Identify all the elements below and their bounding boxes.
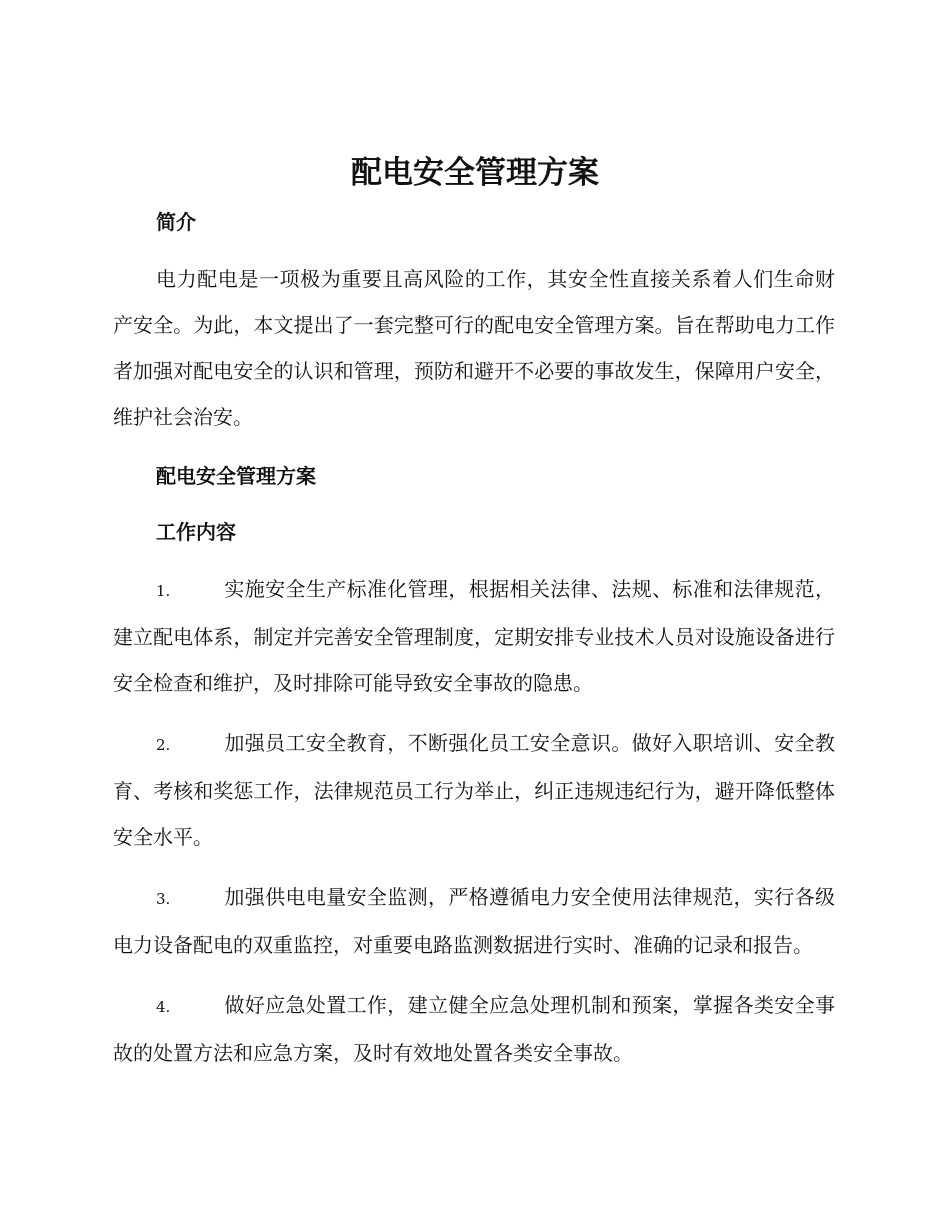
list-item: [113, 982, 835, 1076]
list-item-text: 加强供电电量安全监测，严格遵循电力安全使用法律规范，实行各级电力设备配电的双重监控，对重要电路监测数据进行实时、准确的记录和报告。: [113, 885, 835, 957]
list-item: [113, 566, 835, 706]
list-item-number: 4.: [156, 998, 171, 1016]
list-item-text: 加强员工安全教育，不断强化员工安全意识。做好入职培训、安全教育、考核和奖惩工作，法律规范员工行为举止，纠正违规违纪行为，避开降低整体安全水平。: [113, 731, 835, 849]
list-item-number: 1.: [156, 582, 171, 600]
document-body: [113, 200, 835, 1076]
list-item: [113, 720, 835, 860]
list-item-number: 3.: [156, 890, 171, 908]
document-title: 配电安全管理方案: [351, 155, 599, 191]
list-item: [113, 874, 835, 968]
section-heading-work: 工作内容: [156, 520, 236, 544]
intro-paragraph: 电力配电是一项极为重要且高风险的工作，其安全性直接关系着人们生命财产安全。为此，本文提出了一套完整可行的配电安全管理方案。旨在帮助电力工作者加强对配电安全的认识和管理，预防和避开不必要的事故发生，保障用户安全，维护社会治安。: [113, 267, 835, 429]
section-heading-intro: 简介: [156, 210, 196, 234]
section-heading-plan: 配电安全管理方案: [156, 464, 316, 488]
list-item-text: 实施安全生产标准化管理，根据相关法律、法规、标准和法律规范，建立配电体系，制定并完善安全管理制度，定期安排专业技术人员对设施设备进行安全检查和维护，及时排除可能导致安全事故的隐患。: [113, 577, 835, 695]
list-item-text: 做好应急处置工作，建立健全应急处理机制和预案，掌握各类安全事故的处置方法和应急方案，及时有效地处置各类安全事故。: [113, 993, 835, 1065]
list-item-number: 2.: [156, 736, 171, 754]
